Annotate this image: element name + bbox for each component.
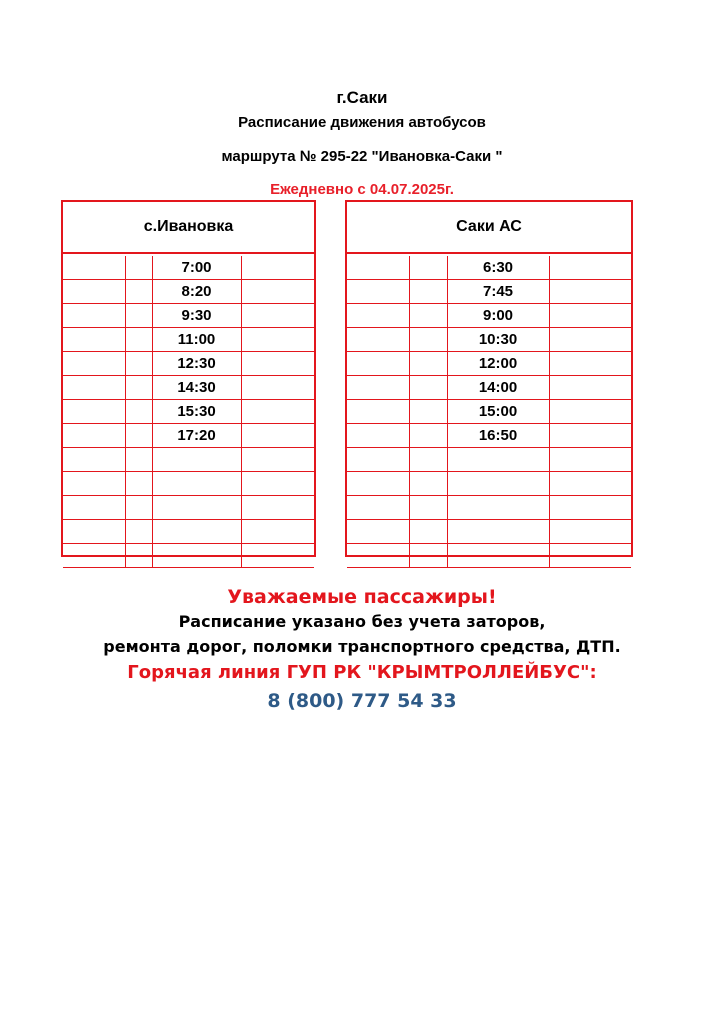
empty-cell (241, 424, 314, 448)
departure-time: 12:30 (152, 352, 241, 376)
table-row (347, 352, 631, 376)
empty-cell (241, 472, 314, 496)
empty-cell (347, 352, 409, 376)
table-row (347, 256, 631, 280)
attention-heading: Уважаемые пассажиры! (227, 586, 497, 608)
empty-cell (347, 496, 409, 520)
departure-time: 7:45 (447, 280, 549, 304)
departure-time: 15:00 (447, 400, 549, 424)
table-row (347, 496, 631, 520)
empty-cell (347, 376, 409, 400)
notice-line-2: ремонта дорог, поломки транспортного средства, ДТП. (103, 637, 621, 656)
empty-cell (63, 448, 125, 472)
left-schedule-table (61, 200, 316, 557)
departure-time (447, 520, 549, 544)
right-times-grid (347, 256, 631, 568)
empty-cell (347, 544, 409, 568)
departure-time: 8:20 (152, 280, 241, 304)
departure-time: 9:00 (447, 304, 549, 328)
empty-cell (347, 448, 409, 472)
table-row (63, 544, 314, 568)
empty-cell (549, 496, 631, 520)
table-row (347, 328, 631, 352)
empty-cell (125, 304, 152, 328)
empty-cell (63, 496, 125, 520)
schedule-title: Расписание движения автобусов (238, 114, 486, 131)
empty-cell (549, 328, 631, 352)
empty-cell (409, 472, 447, 496)
city-title: г.Саки (336, 88, 388, 107)
departure-time: 14:30 (152, 376, 241, 400)
empty-cell (125, 448, 152, 472)
empty-cell (125, 472, 152, 496)
empty-cell (241, 256, 314, 280)
departure-time (152, 472, 241, 496)
empty-cell (241, 280, 314, 304)
empty-cell (125, 520, 152, 544)
empty-cell (241, 400, 314, 424)
departure-time: 15:30 (152, 400, 241, 424)
empty-cell (63, 520, 125, 544)
empty-cell (409, 328, 447, 352)
empty-cell (241, 328, 314, 352)
table-row (347, 424, 631, 448)
left-times-grid (63, 256, 314, 568)
empty-cell (549, 256, 631, 280)
table-row (63, 256, 314, 280)
empty-cell (347, 256, 409, 280)
empty-cell (63, 376, 125, 400)
empty-cell (241, 544, 314, 568)
empty-cell (63, 304, 125, 328)
empty-cell (549, 400, 631, 424)
table-row (63, 376, 314, 400)
empty-cell (347, 280, 409, 304)
empty-cell (241, 304, 314, 328)
empty-cell (125, 496, 152, 520)
departure-time: 6:30 (447, 256, 549, 280)
empty-cell (63, 328, 125, 352)
empty-cell (549, 520, 631, 544)
empty-cell (347, 328, 409, 352)
empty-cell (347, 424, 409, 448)
departure-time: 16:50 (447, 424, 549, 448)
table-row (63, 472, 314, 496)
daily-notice: Ежедневно с 04.07.2025г. (270, 181, 454, 198)
empty-cell (409, 376, 447, 400)
empty-cell (549, 472, 631, 496)
empty-cell (241, 448, 314, 472)
empty-cell (125, 376, 152, 400)
empty-cell (409, 280, 447, 304)
table-row (63, 328, 314, 352)
empty-cell (409, 496, 447, 520)
empty-cell (549, 376, 631, 400)
departure-time: 12:00 (447, 352, 549, 376)
empty-cell (125, 400, 152, 424)
table-row (63, 304, 314, 328)
departure-time (447, 496, 549, 520)
empty-cell (409, 424, 447, 448)
departure-time (152, 448, 241, 472)
empty-cell (347, 400, 409, 424)
empty-cell (241, 520, 314, 544)
table-row (347, 304, 631, 328)
table-row (347, 544, 631, 568)
empty-cell (549, 352, 631, 376)
empty-cell (549, 544, 631, 568)
table-row (347, 520, 631, 544)
departure-time (447, 448, 549, 472)
departure-time (447, 544, 549, 568)
hotline-label: Горячая линия ГУП РК "КРЫМТРОЛЛЕЙБУС": (127, 662, 597, 683)
empty-cell (125, 544, 152, 568)
empty-cell (549, 304, 631, 328)
empty-cell (409, 256, 447, 280)
empty-cell (409, 304, 447, 328)
table-row (63, 520, 314, 544)
empty-cell (125, 328, 152, 352)
departure-time: 14:00 (447, 376, 549, 400)
empty-cell (63, 400, 125, 424)
empty-cell (63, 544, 125, 568)
empty-cell (241, 376, 314, 400)
route-title: маршрута № 295-22 "Ивановка-Саки " (221, 148, 503, 165)
table-row (63, 496, 314, 520)
empty-cell (63, 424, 125, 448)
empty-cell (409, 544, 447, 568)
table-row (63, 352, 314, 376)
departure-time: 11:00 (152, 328, 241, 352)
empty-cell (347, 520, 409, 544)
empty-cell (63, 256, 125, 280)
empty-cell (409, 400, 447, 424)
departure-time (447, 472, 549, 496)
table-row (63, 424, 314, 448)
departure-time: 17:20 (152, 424, 241, 448)
table-row (347, 472, 631, 496)
empty-cell (125, 256, 152, 280)
empty-cell (63, 280, 125, 304)
empty-cell (409, 352, 447, 376)
hotline-phone: 8 (800) 777 54 33 (267, 690, 457, 712)
empty-cell (409, 520, 447, 544)
empty-cell (125, 280, 152, 304)
departure-time (152, 520, 241, 544)
empty-cell (347, 472, 409, 496)
empty-cell (549, 448, 631, 472)
departure-time (152, 496, 241, 520)
empty-cell (409, 448, 447, 472)
departure-time: 9:30 (152, 304, 241, 328)
empty-cell (347, 304, 409, 328)
table-row (347, 400, 631, 424)
departure-time (152, 544, 241, 568)
empty-cell (241, 352, 314, 376)
empty-cell (549, 280, 631, 304)
empty-cell (125, 424, 152, 448)
empty-cell (241, 496, 314, 520)
table-row (347, 280, 631, 304)
table-row (63, 400, 314, 424)
left-stop-title: с.Ивановка (63, 202, 314, 254)
departure-time: 10:30 (447, 328, 549, 352)
empty-cell (63, 472, 125, 496)
table-row (347, 448, 631, 472)
table-row (63, 448, 314, 472)
right-stop-title: Саки АС (347, 202, 631, 254)
empty-cell (63, 352, 125, 376)
empty-cell (125, 352, 152, 376)
empty-cell (549, 424, 631, 448)
notice-line-1: Расписание указано без учета заторов, (178, 612, 546, 631)
right-schedule-table (345, 200, 633, 557)
departure-time: 7:00 (152, 256, 241, 280)
table-row (347, 376, 631, 400)
table-row (63, 280, 314, 304)
